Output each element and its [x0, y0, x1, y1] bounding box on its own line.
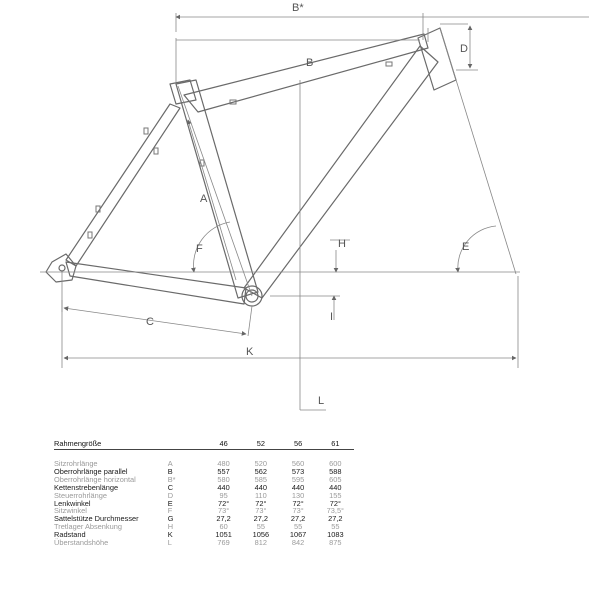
row-letter: H: [167, 522, 174, 532]
row-value: 55: [256, 522, 265, 532]
row-value: 842: [291, 538, 305, 548]
label-l: L: [318, 395, 325, 407]
row-value: 130: [291, 490, 305, 500]
row-value: 769: [217, 538, 230, 548]
row-value: 55: [331, 522, 340, 532]
table-row: [54, 539, 354, 547]
row-label: Tretlager Absenkung: [54, 522, 122, 532]
label-b: B: [306, 57, 314, 69]
rear-dropout: [46, 254, 76, 282]
row-label: Radstand: [54, 530, 86, 540]
row-value: 27,2: [328, 514, 343, 524]
row-value: 1056: [252, 530, 270, 540]
row-value: 605: [329, 474, 342, 484]
row-value: 480: [217, 459, 230, 468]
row-value: 440: [217, 482, 230, 492]
label-d: D: [460, 43, 468, 55]
label-e: E: [462, 241, 470, 253]
label-k: K: [246, 346, 254, 358]
row-value: 573: [291, 466, 305, 476]
header-size: 61: [331, 439, 340, 448]
row-label: Sitzrohrlänge: [54, 459, 98, 468]
row-value: 110: [254, 490, 267, 500]
row-value: 1083: [327, 530, 344, 540]
label-i: I: [330, 311, 334, 323]
label-b-star: B*: [292, 2, 304, 14]
geometry-table: [54, 439, 354, 547]
row-value: 72°: [255, 498, 267, 508]
row-value: 600: [329, 459, 342, 468]
row-value: 585: [254, 474, 267, 484]
cable-guides: [88, 62, 392, 238]
row-letter: B*: [167, 474, 176, 484]
down-tube: [244, 46, 438, 298]
row-letter: B: [167, 466, 173, 476]
chain-stay: [66, 262, 246, 304]
row-label: Sattelstütze Durchmesser: [54, 514, 139, 524]
row-value: 73°: [255, 506, 267, 516]
row-label: Lenkwinkel: [54, 498, 91, 508]
row-value: 27,2: [216, 514, 231, 524]
row-letter: D: [167, 490, 174, 500]
row-letter: G: [167, 514, 174, 524]
row-letter: F: [167, 506, 173, 516]
label-a: A: [200, 193, 208, 205]
dimension-lines: [40, 13, 589, 410]
table-header-row: [54, 439, 354, 450]
top-tube: [184, 34, 428, 112]
row-value: 440: [291, 482, 305, 492]
row-value: 440: [254, 482, 267, 492]
row-value: 580: [217, 474, 230, 484]
seat-stay: [66, 104, 180, 266]
row-value: 73,5°: [326, 506, 345, 516]
table-row: [54, 492, 354, 500]
row-value: 812: [254, 538, 267, 548]
row-label: Oberrohrlänge parallel: [54, 466, 128, 476]
seat-tube: [176, 80, 258, 298]
header-size: 52: [256, 439, 265, 448]
row-value: 72°: [329, 498, 341, 508]
row-value: 72°: [292, 498, 304, 508]
row-value: 55: [293, 522, 303, 532]
row-value: 588: [329, 466, 342, 476]
label-h: H: [338, 238, 346, 250]
row-value: 520: [254, 459, 267, 468]
row-letter: C: [167, 482, 174, 492]
row-letter: L: [167, 538, 172, 548]
row-value: 560: [291, 459, 305, 468]
row-value: 95: [219, 490, 228, 500]
header-size: 56: [293, 439, 303, 448]
row-value: 73°: [292, 506, 304, 516]
row-value: 155: [329, 490, 342, 500]
row-letter: A: [167, 459, 173, 468]
row-value: 27,2: [290, 514, 306, 524]
row-value: 73°: [218, 506, 230, 516]
header-label: Rahmengröße: [54, 439, 102, 448]
row-value: 72°: [218, 498, 230, 508]
label-f: F: [196, 243, 203, 255]
row-value: 557: [217, 466, 230, 476]
bicycle-frame: [46, 28, 456, 306]
row-value: 875: [329, 538, 342, 548]
row-value: 60: [219, 522, 228, 532]
header-size: 46: [219, 439, 228, 448]
label-c: C: [146, 316, 154, 328]
row-value: 1051: [215, 530, 232, 540]
row-value: 595: [291, 474, 305, 484]
row-letter: E: [167, 498, 173, 508]
row-label: Oberrohrlänge horizontal: [54, 474, 136, 484]
table-row: [54, 523, 354, 531]
row-label: Sitzwinkel: [54, 506, 87, 516]
row-value: 1067: [289, 530, 307, 540]
row-value: 562: [254, 466, 267, 476]
row-value: 27,2: [253, 514, 269, 524]
row-letter: K: [167, 530, 173, 540]
row-label: Überstandshöhe: [54, 538, 109, 548]
row-value: 440: [329, 482, 342, 492]
dimension-labels: [146, 2, 469, 407]
row-label: Kettenstrebenlänge: [54, 482, 119, 492]
row-label: Steuerrohrlänge: [54, 490, 108, 500]
table-row: [54, 500, 354, 508]
